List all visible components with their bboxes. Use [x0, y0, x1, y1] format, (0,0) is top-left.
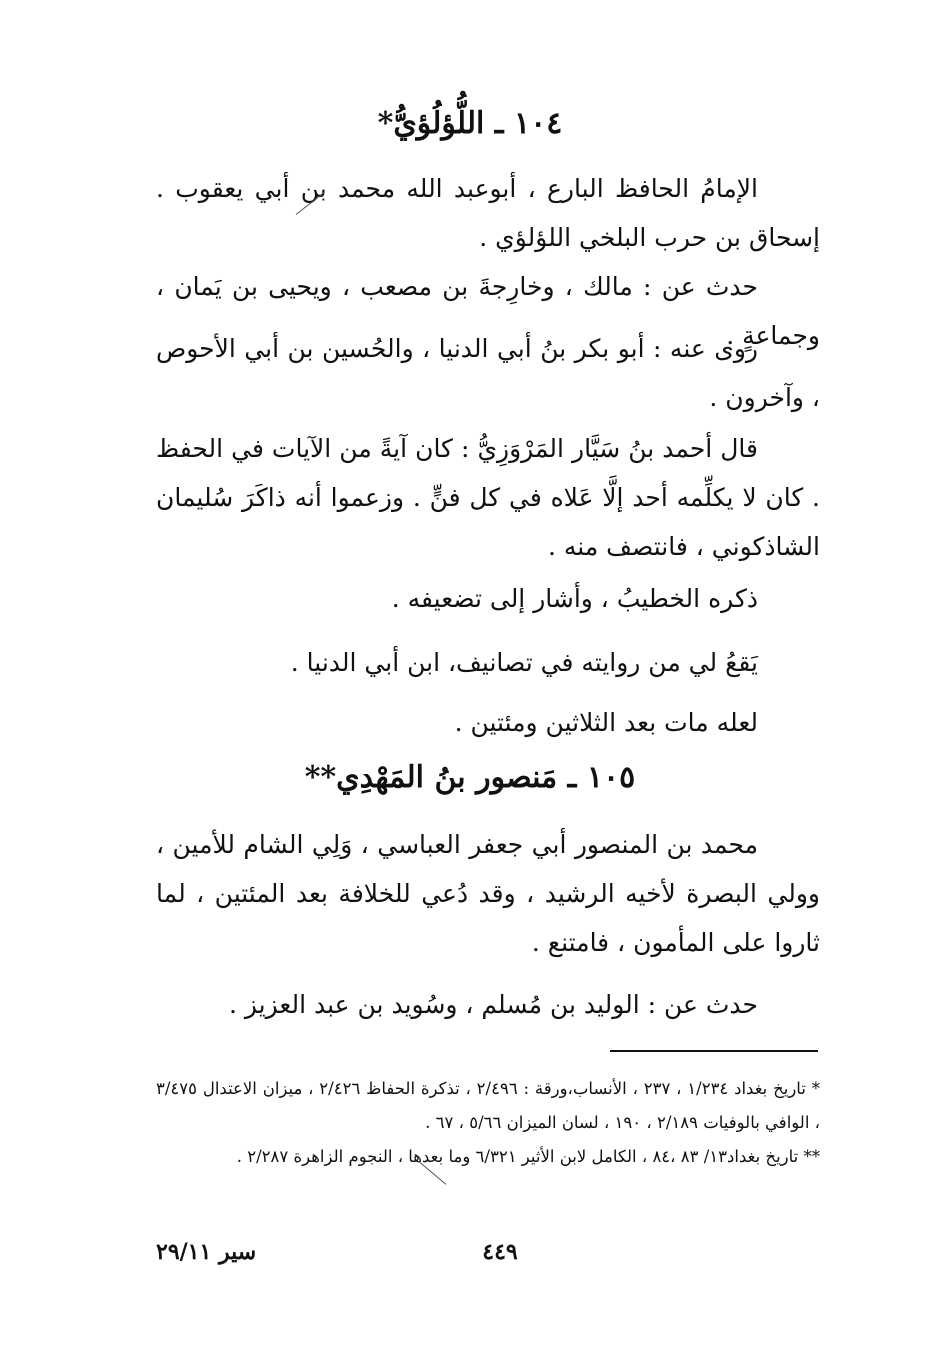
entry-104-students: روى عنه : أبو بكر بنُ أبي الدنيا ، والحُسين بن أبي الأحوص ، وآخرون .: [156, 334, 820, 412]
entry-104-intro: الإمامُ الحافظ البارع ، أبوعبد الله محمد بن أبي يعقوب . إسحاق بن حرب البلخي اللؤلؤي .: [156, 174, 820, 252]
entry-104-heading: ١٠٤ ـ اللُّؤلُؤيُّ*: [377, 106, 563, 141]
entry-104-narration: يَقعُ لي من روايته في تصانيف، ابن أبي الدنيا .: [290, 648, 758, 677]
page-number: ٤٤٩: [482, 1239, 518, 1265]
entry-104-death: لعله مات بعد الثلاثين ومئتين .: [454, 708, 758, 737]
entry-105-heading: ١٠٥ ـ مَنصور بنُ المَهْدِي**: [304, 760, 636, 795]
footnote-separator: [610, 1050, 818, 1052]
entry-105-teachers: حدث عن : الوليد بن مُسلم ، وسُويد بن عبد العزيز .: [228, 990, 758, 1019]
footnote-entry-105: ** تاريخ بغداد١٣/ ٨٣ ،٨٤ ، الكامل لابن الأثير ٦/٣٢١ وما بعدها ، النجوم الزاهرة ٢/٢٨٧ .: [236, 1147, 820, 1166]
entry-104-teachers: حدث عن : مالك ، وخارِجةَ بن مصعب ، ويحيى بن يَمان ، وجماعةٍ .: [156, 272, 820, 350]
signature-marker: سير ٢٩/١١: [156, 1239, 257, 1265]
entry-104-khatib: ذكره الخطيبُ ، وأشار إلى تضعيفه .: [391, 584, 758, 613]
entry-104-quote: قال أحمد بنُ سَيَّار المَرْوَزِيُّ : كان آيةً من الآيات في الحفظ . كان لا يكلِّمه أحد إلَّا عَلاه في كل فنٍّ . وزعموا أنه ذاكَرَ سُليمان الشاذكوني ، فانتصف منه .: [156, 434, 820, 561]
footnotes: [156, 1072, 820, 1174]
entry-105-intro: محمد بن المنصور أبي جعفر العباسي ، وَلِي الشام للأمين ، وولي البصرة لأخيه الرشيد ، وقد دُعي للخلافة بعد المئتين ، لما ثاروا على المأمون ، فامتنع .: [156, 830, 820, 957]
footnote-entry-104: * تاريخ بغداد ١/٢٣٤ ، ٢٣٧ ، الأنساب،ورقة : ٢/٤٩٦ ، تذكرة الحفاظ ٢/٤٢٦ ، ميزان الاعتدال ٣/٤٧٥ ، الوافي بالوفيات ٢/١٨٩ ، ١٩٠ ، لسان الميزان ٥/٦٦ ، ٦٧ .: [156, 1079, 820, 1132]
